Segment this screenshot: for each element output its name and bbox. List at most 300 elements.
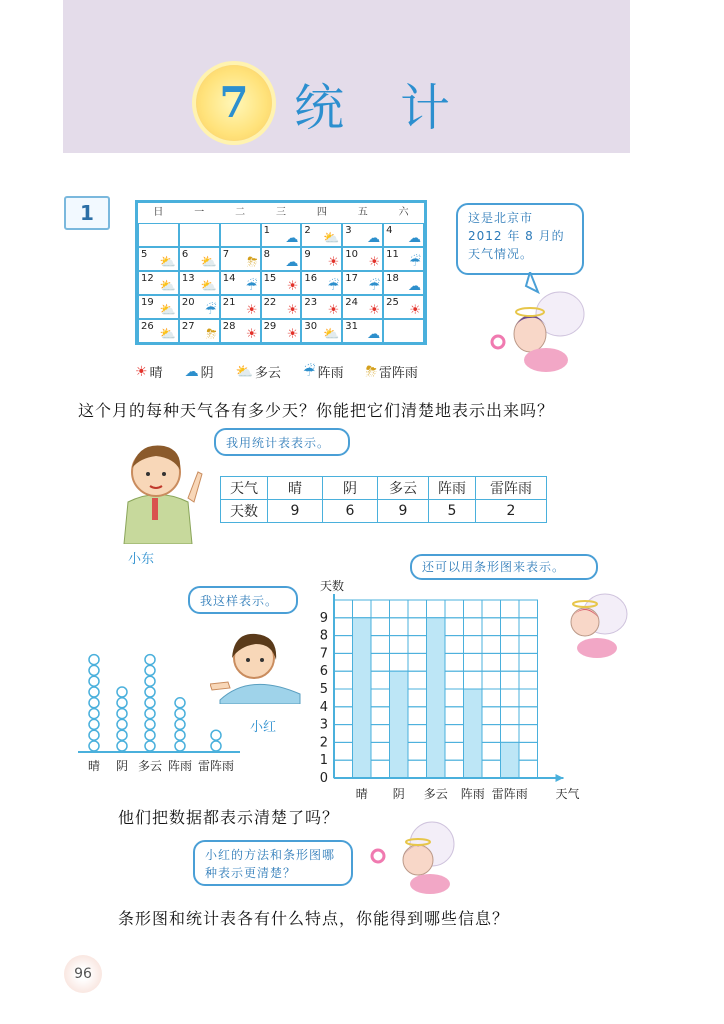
calendar-day-cell bbox=[383, 223, 424, 247]
chart-grid-cell bbox=[408, 636, 427, 654]
chart-grid-cell bbox=[445, 636, 464, 654]
chart-grid-cell bbox=[501, 636, 520, 654]
calendar-day-number: 10 bbox=[345, 249, 359, 260]
pictograph-circle bbox=[117, 698, 127, 708]
x-tick-label: 晴 bbox=[355, 787, 368, 801]
chart-grid-cell bbox=[445, 760, 464, 778]
chart-grid-cell bbox=[390, 618, 409, 636]
chart-grid-cell bbox=[408, 725, 427, 743]
chart-grid-cell bbox=[390, 653, 409, 671]
calendar-day-number: 30 bbox=[304, 321, 318, 332]
calendar-day-cell bbox=[261, 223, 302, 247]
chart-grid-cell bbox=[501, 618, 520, 636]
calendar-day-number: 5 bbox=[141, 249, 148, 260]
calendar-day-number: 31 bbox=[345, 321, 359, 332]
calendar-day-number: 26 bbox=[141, 321, 154, 332]
chart-grid-cell bbox=[371, 618, 390, 636]
speech-bubble-angel-bar bbox=[410, 554, 598, 580]
y-tick-label: 7 bbox=[319, 646, 328, 662]
chapter-title: 统计 bbox=[294, 79, 506, 137]
chart-grid-cell bbox=[371, 707, 390, 725]
chart-grid-cell bbox=[464, 636, 483, 654]
chart-grid-cell bbox=[408, 671, 427, 689]
pictograph-circle bbox=[175, 698, 185, 708]
chart-grid-cell bbox=[408, 689, 427, 707]
pictograph-circle bbox=[175, 719, 185, 729]
chart-grid-cell bbox=[482, 653, 501, 671]
table-cell: 天气 bbox=[221, 477, 268, 500]
sun-weather-icon: ☀ bbox=[368, 303, 381, 318]
calendar-day-grid bbox=[138, 223, 424, 343]
speech-bubble-calendar-info bbox=[456, 203, 584, 275]
chart-grid-cell bbox=[501, 600, 520, 618]
bubble-text: 我这样表示。 bbox=[200, 594, 279, 608]
calendar-day-cell bbox=[301, 271, 342, 295]
chart-grid-cell bbox=[482, 618, 501, 636]
pictograph-circle bbox=[145, 655, 155, 665]
legend-label: 阴 bbox=[200, 366, 214, 381]
weather-stats-table bbox=[220, 476, 547, 523]
thunder-weather-icon: ⛈ bbox=[247, 255, 258, 270]
cloudy-weather-icon: ☁ bbox=[367, 327, 381, 342]
pictograph-circle bbox=[145, 665, 155, 675]
calendar-day-cell bbox=[261, 319, 302, 343]
sun-weather-icon: ☀ bbox=[245, 327, 258, 342]
calendar-day-cell bbox=[383, 295, 424, 319]
chart-grid-cell bbox=[501, 689, 520, 707]
weather-legend bbox=[135, 362, 418, 381]
speech-bubble-xiaodong bbox=[214, 428, 350, 456]
calendar-day-number: 8 bbox=[263, 249, 270, 260]
thunder-weather-icon: ⛈ bbox=[365, 363, 377, 380]
cloudy-weather-icon: ☁ bbox=[285, 231, 299, 246]
chart-grid-cell bbox=[390, 636, 409, 654]
shower-weather-icon: ☔ bbox=[327, 279, 340, 294]
chart-bar bbox=[501, 742, 520, 778]
xiaodong-figure bbox=[108, 432, 208, 544]
calendar-weekday: 三 bbox=[276, 207, 286, 218]
chart-grid-cell bbox=[371, 636, 390, 654]
table-row bbox=[221, 500, 547, 523]
calendar-day-number: 21 bbox=[222, 297, 236, 308]
name-xiaodong: 小东 bbox=[128, 552, 155, 567]
calendar-day-cell bbox=[220, 271, 261, 295]
pcloud-weather-icon: ⛅ bbox=[159, 279, 176, 294]
chart-grid-cell bbox=[334, 653, 353, 671]
chart-grid-cell bbox=[445, 671, 464, 689]
chart-grid-cell bbox=[334, 707, 353, 725]
pictograph-circle bbox=[117, 741, 127, 751]
calendar-day-cell bbox=[301, 223, 342, 247]
sun-weather-icon: ☀ bbox=[135, 363, 148, 380]
table-cell: 雷阵雨 bbox=[476, 477, 547, 500]
chart-grid-cell bbox=[334, 725, 353, 743]
calendar-day-number: 25 bbox=[386, 297, 399, 308]
legend-label: 雷阵雨 bbox=[378, 366, 418, 381]
pictograph-circle bbox=[89, 730, 99, 740]
cloudy-weather-icon: ☁ bbox=[408, 231, 421, 246]
chart-grid-cell bbox=[464, 618, 483, 636]
legend-item bbox=[185, 362, 214, 381]
chart-grid-cell bbox=[501, 707, 520, 725]
y-tick-label: 0 bbox=[319, 771, 328, 786]
table-cell: 9 bbox=[268, 500, 323, 523]
calendar-weekday: 日 bbox=[153, 207, 164, 218]
pcloud-weather-icon: ⛅ bbox=[159, 327, 176, 342]
y-axis-label: 天数 bbox=[320, 579, 345, 593]
y-tick-label: 5 bbox=[319, 682, 328, 697]
calendar-day-number: 12 bbox=[141, 273, 154, 284]
calendar-day-number: 9 bbox=[304, 249, 311, 260]
calendar-day-number: 22 bbox=[263, 297, 277, 308]
pictograph-circle bbox=[117, 719, 127, 729]
pictograph-circle bbox=[211, 741, 221, 751]
calendar-day-number: 4 bbox=[386, 225, 393, 236]
chart-grid-cell bbox=[408, 618, 427, 636]
calendar-weekday: 六 bbox=[398, 207, 409, 218]
calendar-day-cell bbox=[342, 271, 383, 295]
chart-grid-cell bbox=[334, 760, 353, 778]
chart-grid-cell bbox=[334, 636, 353, 654]
sun-weather-icon: ☀ bbox=[245, 303, 258, 318]
pictograph-circle bbox=[117, 709, 127, 719]
pictograph-circle bbox=[175, 730, 185, 740]
weather-bar-chart bbox=[300, 578, 600, 804]
pictograph-category-label: 晴 bbox=[87, 759, 101, 773]
question-2: 他们把数据都表示清楚了吗？ bbox=[118, 808, 340, 827]
shower-weather-icon: ☔ bbox=[205, 303, 217, 318]
chapter-number: 7 bbox=[219, 78, 249, 127]
shower-weather-icon: ☔ bbox=[409, 255, 421, 270]
chart-grid-cell bbox=[519, 725, 538, 743]
shower-weather-icon: ☔ bbox=[303, 363, 316, 380]
chart-grid-cell bbox=[445, 618, 464, 636]
calendar-day-cell bbox=[179, 295, 220, 319]
chart-grid-cell bbox=[482, 707, 501, 725]
calendar-weekday-row bbox=[138, 203, 424, 223]
legend-item bbox=[366, 362, 418, 381]
pictograph-category-label: 雷阵雨 bbox=[197, 759, 235, 773]
table-cell: 多云 bbox=[378, 477, 429, 500]
chart-bar bbox=[390, 671, 409, 778]
chart-grid-cell bbox=[445, 707, 464, 725]
cloudy-weather-icon: ☁ bbox=[285, 255, 299, 270]
chart-grid-cell bbox=[519, 618, 538, 636]
weather-calendar bbox=[135, 200, 427, 345]
chart-grid-cell bbox=[464, 600, 483, 618]
pictograph-category-label: 多云 bbox=[137, 759, 163, 773]
table-cell: 5 bbox=[429, 500, 476, 523]
chapter-number-badge bbox=[196, 65, 272, 141]
calendar-day-number: 15 bbox=[263, 273, 277, 284]
table-cell: 2 bbox=[476, 500, 547, 523]
table-cell: 阴 bbox=[323, 477, 378, 500]
bubble-text: 这是北京市 2012 年 8 月的天气情况。 bbox=[468, 211, 565, 261]
legend-label: 晴 bbox=[149, 366, 163, 381]
chart-grid-cell bbox=[371, 725, 390, 743]
pcloud-weather-icon: ⛅ bbox=[159, 255, 176, 270]
table-cell: 天数 bbox=[221, 500, 268, 523]
chart-grid-cell bbox=[482, 636, 501, 654]
legend-label: 多云 bbox=[255, 366, 282, 381]
chart-grid-cell bbox=[371, 760, 390, 778]
calendar-day-cell bbox=[383, 247, 424, 271]
circle-pictograph-chart bbox=[70, 630, 250, 780]
chart-grid-cell bbox=[519, 600, 538, 618]
pictograph-circle bbox=[89, 741, 99, 751]
calendar-day-cell bbox=[220, 223, 261, 247]
chart-grid-cell bbox=[334, 671, 353, 689]
bubble-text: 我用统计表表示。 bbox=[226, 436, 331, 450]
sun-weather-icon: ☀ bbox=[286, 303, 299, 318]
calendar-day-number: 29 bbox=[263, 321, 277, 332]
chart-grid-cell bbox=[519, 653, 538, 671]
calendar-day-cell bbox=[138, 319, 179, 343]
speech-bubble-xiaohong bbox=[188, 586, 298, 614]
sun-weather-icon: ☀ bbox=[286, 279, 299, 294]
pcloud-weather-icon: ⛅ bbox=[323, 327, 340, 342]
sun-weather-icon: ☀ bbox=[409, 303, 421, 318]
calendar-day-number: 16 bbox=[304, 273, 318, 284]
chart-grid-cell bbox=[519, 671, 538, 689]
sun-weather-icon: ☀ bbox=[327, 303, 340, 318]
chart-grid-cell bbox=[371, 742, 390, 760]
calendar-day-number: 24 bbox=[345, 297, 359, 308]
calendar-weekday: 五 bbox=[357, 207, 368, 218]
chart-grid-cell bbox=[427, 600, 446, 618]
chart-grid-cell bbox=[334, 742, 353, 760]
chart-grid-cell bbox=[408, 653, 427, 671]
chart-grid-cell bbox=[371, 689, 390, 707]
calendar-day-cell bbox=[301, 247, 342, 271]
chart-grid-cell bbox=[371, 671, 390, 689]
table-cell: 6 bbox=[323, 500, 378, 523]
chart-grid-cell bbox=[501, 653, 520, 671]
calendar-day-cell bbox=[261, 295, 302, 319]
pictograph-circle bbox=[145, 709, 155, 719]
y-tick-label: 9 bbox=[319, 610, 328, 626]
calendar-day-number: 11 bbox=[386, 249, 399, 260]
cloudy-weather-icon: ☁ bbox=[184, 363, 199, 380]
calendar-day-number: 27 bbox=[181, 321, 195, 332]
calendar-day-number: 28 bbox=[222, 321, 236, 332]
bubble-text: 小红的方法和条形图哪种表示更清楚？ bbox=[205, 848, 336, 880]
calendar-day-number: 19 bbox=[141, 297, 154, 308]
table-cell: 9 bbox=[378, 500, 429, 523]
legend-item bbox=[135, 362, 163, 381]
x-tick-label: 多云 bbox=[423, 787, 448, 801]
problem-number: 1 bbox=[64, 196, 110, 230]
calendar-day-cell bbox=[342, 223, 383, 247]
chart-grid-cell bbox=[482, 689, 501, 707]
calendar-day-number: 7 bbox=[222, 249, 230, 260]
chart-grid-cell bbox=[519, 760, 538, 778]
pcloud-weather-icon: ⛅ bbox=[200, 279, 217, 294]
pictograph-circle bbox=[175, 741, 185, 751]
shower-weather-icon: ☔ bbox=[245, 279, 258, 294]
shower-weather-icon: ☔ bbox=[368, 279, 381, 294]
calendar-day-cell bbox=[220, 247, 261, 271]
angel-character-bottom bbox=[370, 816, 466, 896]
chart-grid-cell bbox=[445, 600, 464, 618]
calendar-day-cell bbox=[301, 319, 342, 343]
x-axis-label: 天气 bbox=[555, 787, 580, 801]
y-tick-label: 6 bbox=[319, 664, 328, 680]
pictograph-category-label: 阴 bbox=[115, 759, 129, 773]
chart-grid-cell bbox=[353, 600, 372, 618]
calendar-day-number: 20 bbox=[181, 297, 195, 308]
pictograph-circle bbox=[145, 698, 155, 708]
chart-grid-cell bbox=[445, 653, 464, 671]
chart-grid-cell bbox=[408, 707, 427, 725]
calendar-day-cell bbox=[261, 271, 302, 295]
pictograph-circle bbox=[145, 719, 155, 729]
sun-weather-icon: ☀ bbox=[368, 255, 381, 270]
angel-character-top bbox=[490, 272, 590, 382]
chart-grid-cell bbox=[482, 600, 501, 618]
legend-item bbox=[236, 362, 281, 381]
pcloud-weather-icon: ⛅ bbox=[159, 303, 176, 318]
calendar-day-cell bbox=[179, 223, 220, 247]
calendar-day-cell bbox=[383, 319, 424, 343]
y-tick-label: 1 bbox=[319, 753, 328, 769]
chart-grid-cell bbox=[371, 600, 390, 618]
x-tick-label: 雷阵雨 bbox=[491, 787, 528, 801]
calendar-day-number: 17 bbox=[345, 273, 359, 284]
calendar-day-cell bbox=[138, 223, 179, 247]
calendar-day-number: 14 bbox=[222, 273, 236, 284]
chart-grid-cell bbox=[501, 725, 520, 743]
chart-bar bbox=[427, 618, 446, 778]
pcloud-weather-icon: ⛅ bbox=[323, 231, 340, 246]
chart-grid-cell bbox=[334, 689, 353, 707]
chart-bar bbox=[353, 618, 372, 778]
chart-grid-cell bbox=[408, 742, 427, 760]
calendar-day-cell bbox=[179, 247, 220, 271]
question-1: 这个月的每种天气各有多少天？你能把它们清楚地表示出来吗？ bbox=[78, 401, 555, 420]
calendar-weekday: 一 bbox=[194, 207, 205, 218]
y-tick-label: 8 bbox=[319, 628, 328, 644]
table-row bbox=[221, 477, 547, 500]
calendar-day-cell bbox=[220, 319, 261, 343]
calendar-day-cell bbox=[261, 247, 302, 271]
chart-grid-cell bbox=[334, 618, 353, 636]
table-cell: 阵雨 bbox=[429, 477, 476, 500]
chart-grid-cell bbox=[390, 600, 409, 618]
table-cell: 晴 bbox=[268, 477, 323, 500]
pictograph-circle bbox=[175, 709, 185, 719]
calendar-day-cell bbox=[179, 319, 220, 343]
chart-grid-cell bbox=[519, 707, 538, 725]
cloudy-weather-icon: ☁ bbox=[367, 231, 381, 246]
x-tick-label: 阵雨 bbox=[460, 787, 485, 801]
pictograph-circle bbox=[89, 687, 99, 697]
thunder-weather-icon: ⛈ bbox=[206, 327, 217, 342]
pictograph-circle bbox=[145, 676, 155, 686]
calendar-day-cell bbox=[301, 295, 342, 319]
chart-grid-cell bbox=[482, 725, 501, 743]
x-axis-arrow bbox=[556, 774, 564, 782]
chart-grid-cell bbox=[408, 760, 427, 778]
speech-bubble-angel-compare bbox=[193, 840, 353, 886]
calendar-day-cell bbox=[138, 271, 179, 295]
pictograph-circle bbox=[89, 676, 99, 686]
chart-grid-cell bbox=[482, 760, 501, 778]
y-tick-label: 4 bbox=[319, 699, 328, 715]
calendar-day-number: 13 bbox=[181, 273, 195, 284]
calendar-day-number: 3 bbox=[345, 225, 352, 236]
pictograph-category-label: 阵雨 bbox=[167, 759, 193, 773]
y-tick-label: 3 bbox=[319, 717, 328, 733]
cloudy-weather-icon: ☁ bbox=[408, 279, 421, 294]
calendar-day-cell bbox=[383, 271, 424, 295]
page-number: 96 bbox=[64, 955, 102, 993]
pictograph-circle bbox=[89, 698, 99, 708]
pictograph-circle bbox=[89, 719, 99, 729]
chart-grid-cell bbox=[519, 689, 538, 707]
calendar-day-cell bbox=[138, 295, 179, 319]
calendar-day-number: 23 bbox=[304, 297, 318, 308]
pictograph-circle bbox=[145, 730, 155, 740]
calendar-weekday: 二 bbox=[235, 207, 246, 218]
calendar-day-number: 18 bbox=[386, 273, 399, 284]
sun-weather-icon: ☀ bbox=[286, 327, 299, 342]
pictograph-circle bbox=[89, 655, 99, 665]
calendar-day-number: 6 bbox=[181, 249, 189, 260]
chart-grid-cell bbox=[464, 653, 483, 671]
pictograph-circle bbox=[145, 741, 155, 751]
calendar-weekday: 四 bbox=[316, 207, 327, 218]
question-3: 条形图和统计表各有什么特点，你能得到哪些信息？ bbox=[118, 909, 510, 928]
calendar-day-cell bbox=[220, 295, 261, 319]
chart-grid-cell bbox=[334, 600, 353, 618]
sun-weather-icon: ☀ bbox=[327, 255, 340, 270]
chart-grid-cell bbox=[464, 671, 483, 689]
chart-bar bbox=[464, 689, 483, 778]
bubble-text: 还可以用条形图来表示。 bbox=[422, 560, 566, 574]
pictograph-circle bbox=[89, 709, 99, 719]
chart-grid-cell bbox=[445, 725, 464, 743]
pictograph-circle bbox=[117, 687, 127, 697]
chart-grid-cell bbox=[519, 742, 538, 760]
chart-grid-cell bbox=[371, 653, 390, 671]
chart-grid-cell bbox=[501, 671, 520, 689]
pcloud-weather-icon: ⛅ bbox=[235, 363, 254, 380]
chart-grid-cell bbox=[482, 742, 501, 760]
calendar-day-cell bbox=[342, 319, 383, 343]
chart-grid-cell bbox=[482, 671, 501, 689]
chart-grid-cell bbox=[408, 600, 427, 618]
chart-grid-cell bbox=[445, 742, 464, 760]
x-tick-label: 阴 bbox=[392, 787, 405, 801]
pictograph-circle bbox=[145, 687, 155, 697]
legend-item bbox=[303, 362, 344, 381]
legend-label: 阵雨 bbox=[317, 366, 344, 381]
calendar-day-cell bbox=[342, 247, 383, 271]
calendar-day-cell bbox=[138, 247, 179, 271]
calendar-day-cell bbox=[342, 295, 383, 319]
pictograph-circle bbox=[211, 730, 221, 740]
chart-grid-cell bbox=[445, 689, 464, 707]
name-xiaohong: 小红 bbox=[250, 720, 277, 735]
calendar-day-number: 2 bbox=[304, 225, 311, 236]
calendar-day-cell bbox=[179, 271, 220, 295]
y-tick-label: 2 bbox=[319, 735, 328, 751]
chart-grid-cell bbox=[519, 636, 538, 654]
pictograph-circle bbox=[117, 730, 127, 740]
pcloud-weather-icon: ⛅ bbox=[200, 255, 217, 270]
calendar-day-number: 1 bbox=[263, 225, 270, 236]
